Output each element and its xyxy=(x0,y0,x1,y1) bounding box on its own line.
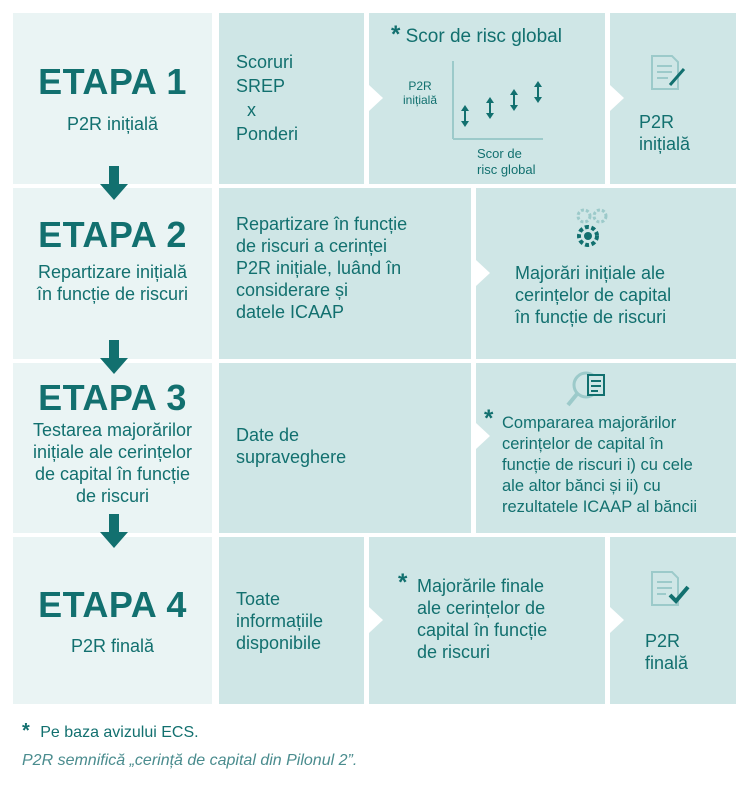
stage-4-title: ETAPA 4 xyxy=(38,584,187,625)
scatter-mini-chart xyxy=(449,59,549,141)
stage-3-cell xyxy=(13,363,212,533)
row2-input-text: Repartizare în funcție de riscuri a cerinței P2R inițiale, luând în considerare și datele ICAAP xyxy=(236,214,408,322)
row4-input-text: Toate informațiile disponibile xyxy=(236,589,324,653)
footnote-1 xyxy=(22,720,199,743)
row3-result-text: Compararea majorărilor cerințelor de capital în funcție de riscuri i) cu cele ale altor bănci și ii) cu rezultatele ICAAP al băncii xyxy=(502,414,698,516)
row4-result-text: P2R finală xyxy=(645,631,689,673)
document-check-icon xyxy=(648,569,692,609)
scatter-ylabel: P2R inițială xyxy=(403,79,438,107)
row4-input-box xyxy=(219,537,364,704)
row1-inputs-box xyxy=(219,13,364,184)
chevron-separator xyxy=(369,13,385,184)
row1-input-line1: Scoruri xyxy=(236,52,294,72)
star-marker: * xyxy=(398,569,408,596)
row2-result-box xyxy=(476,188,736,359)
document-pen-icon xyxy=(648,53,688,93)
scatter-xlabel: Scor de risc global xyxy=(477,146,536,177)
stage-1-subtitle: P2R inițială xyxy=(66,114,159,134)
stage-1-cell xyxy=(13,13,212,184)
stage-2-title: ETAPA 2 xyxy=(38,214,187,255)
row1-scor-title xyxy=(391,21,562,48)
star-marker: * xyxy=(391,21,401,48)
chevron-separator xyxy=(369,537,385,704)
row3-input-box xyxy=(219,363,471,533)
magnifier-document-icon xyxy=(564,367,610,409)
arrow-down-icon xyxy=(99,514,129,550)
arrow-down-icon xyxy=(99,166,129,202)
stage-3-subtitle: Testarea majorărilor inițiale ale cerințelor de capital în funcție de riscuri xyxy=(32,420,193,506)
chevron-separator xyxy=(476,363,492,533)
row2-input-box xyxy=(219,188,471,359)
footnote-1-text: Pe baza avizului ECS. xyxy=(40,724,199,741)
chevron-separator xyxy=(476,188,492,359)
arrow-down-icon xyxy=(99,340,129,376)
stage-2-subtitle-text: Repartizare inițială în funcție de riscuri xyxy=(36,262,189,304)
row3-result-box xyxy=(476,363,736,533)
stage-2-subtitle xyxy=(13,261,212,305)
stage-1-title: ETAPA 1 xyxy=(38,61,187,102)
stage-2-cell xyxy=(13,188,212,359)
row4-result-box xyxy=(610,537,736,704)
stage-4-cell xyxy=(13,537,212,704)
chevron-separator xyxy=(610,13,626,184)
stage-4-subtitle: P2R finală xyxy=(70,636,155,656)
row1-input-line3: x xyxy=(247,100,256,120)
gears-icon xyxy=(570,204,618,250)
scor-title-text: Scor de risc global xyxy=(405,26,562,47)
row1-input-line2: SREP xyxy=(236,76,286,96)
star-marker: * xyxy=(484,405,494,432)
row4-mid-text: Majorările finale ale cerințelor de capital în funcție de riscuri xyxy=(417,576,548,662)
row1-scor-box xyxy=(369,13,605,184)
row1-input-line4: Ponderi xyxy=(236,124,299,144)
row2-result-text: Majorări inițiale ale cerințelor de capital în funcție de riscuri xyxy=(515,263,672,327)
star-marker: * xyxy=(22,720,30,742)
row4-mid-box xyxy=(369,537,605,704)
footnote-2: P2R semnifică „cerință de capital din Pilonul 2”. xyxy=(22,752,358,769)
row1-result-text: P2R inițială xyxy=(639,112,691,154)
row3-input-text: Date de supraveghere xyxy=(236,425,347,467)
row1-result-box xyxy=(610,13,736,184)
stage-3-title: ETAPA 3 xyxy=(38,377,187,418)
chevron-separator xyxy=(610,537,626,704)
